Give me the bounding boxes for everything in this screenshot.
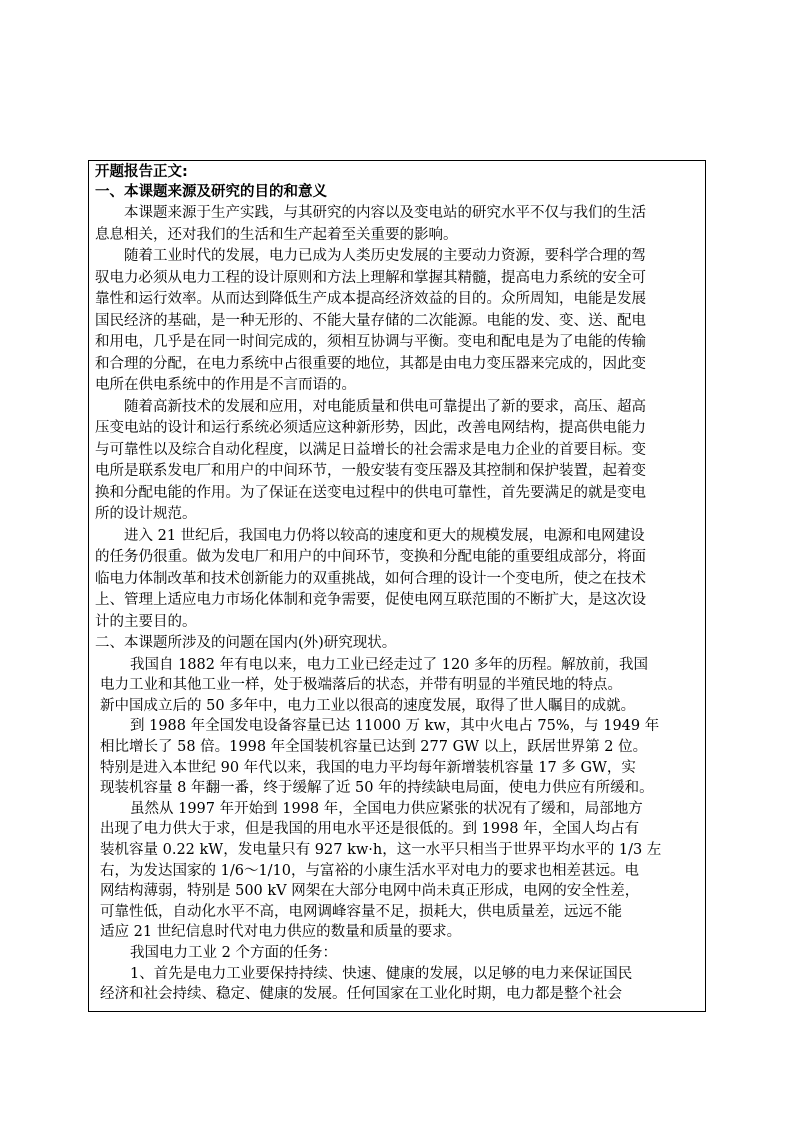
paragraph-line: 换和分配电能的作用。为了保证在送变电过程中的供电可靠性，首先要满足的就是变电	[95, 484, 646, 501]
paragraph-line: 压变电站的设计和运行系统必须适应这种新形势，因此，改善电网结构，提高供电能力	[95, 420, 646, 436]
paragraph-line: 网结构薄弱，特别是 500 kV 网架在大部分电网中尚未真正形成，电网的安全性差，	[100, 883, 640, 900]
section-1-heading: 一、本课题来源及研究的目的和意义	[95, 184, 327, 200]
paragraph-line: 上、管理上适应电力市场化体制和竞争需要，促使电网互联范围的不断扩大，是这次设	[95, 592, 646, 608]
paragraph-line: 我国自 1882 年有电以来，电力工业已经走过了 120 多年的历程。解放前，我国	[130, 656, 649, 673]
paragraph-line: 装机容量 0.22 kW，发电量只有 927 kw·h，这一水平只相当于世界平均水平的 1/3 左	[100, 841, 662, 858]
paragraph-line: 与可靠性以及综合自动化程度，以满足日益增长的社会需求是电力企业的首要目标。变	[95, 441, 646, 458]
paragraph-line: 随着工业时代的发展，电力已成为人类历史发展的主要动力资源，要科学合理的驾	[124, 248, 646, 264]
paragraph-line: 临电力体制改革和技术创新能力的双重挑战，如何合理的设计一个变电所，使之在技术	[95, 570, 646, 587]
report-title: 开题报告正文:	[95, 164, 188, 180]
paragraph-line: 靠性和运行效率。从而达到降低生产成本提高经济效益的目的。众所周知，电能是发展	[95, 291, 646, 307]
paragraph-line: 进入 21 世纪后，我国电力仍将以较高的速度和更大的规模发展，电源和电网建设	[124, 527, 645, 544]
paragraph-line: 计的主要目的。	[95, 613, 197, 630]
paragraph-line: 可靠性低，自动化水平不高，电网调峰容量不足，损耗大，供电质量差，远远不能	[100, 903, 622, 920]
paragraph-line: 电力工业和其他工业一样，处于极端落后的状态，并带有明显的半殖民地的特点。	[100, 677, 622, 694]
paragraph-line: 本课题来源于生产实践，与其研究的内容以及变电站的研究水平不仅与我们的生活	[124, 205, 646, 221]
paragraph-line: 右，为发达国家的 1/6～1/10，与富裕的小康生活水平对电力的要求也相差甚远。电	[100, 862, 640, 879]
paragraph-line: 所的设计规范。	[95, 506, 197, 522]
paragraph-line: 国民经济的基础，是一种无形的、不能大量存储的二次能源。电能的发、变、送、配电	[95, 312, 646, 329]
paragraph-line: 驭电力必须从电力工程的设计原则和方法上理解和掌握其精髓，提高电力系统的安全可	[95, 269, 646, 286]
paragraph-line: 相比增长了 58 倍。1998 年全国装机容量已达到 277 GW 以上，跃居世界第 2 位。	[100, 738, 648, 755]
paragraph-line: 息息相关，还对我们的生活和生产起着至关重要的影响。	[95, 226, 458, 243]
paragraph-line: 特别是进入本世纪 90 年代以来，我国的电力平均每年新增装机容量 17 多 GW，实	[100, 759, 636, 776]
paragraph-line: 适应 21 世纪信息时代对电力供应的数量和质量的要求。	[100, 924, 462, 941]
paragraph-line: 和合理的分配，在电力系统中占很重要的地位，其都是由电力变压器来完成的，因此变	[95, 355, 646, 372]
paragraph-line: 和用电，几乎是在同一时间完成的，须相互协调与平衡。变电和配电是为了电能的传输	[95, 334, 646, 350]
paragraph-line: 我国电力工业 2 个方面的任务：	[130, 944, 337, 961]
paragraph-line: 到 1988 年全国发电设备容量已达 11000 万 kw，其中火电占 75%，与 1949 年	[130, 718, 660, 735]
paragraph-line: 随着高新技术的发展和应用，对电能质量和供电可靠提出了新的要求，高压、超高	[124, 398, 646, 415]
paragraph-line: 现装机容量 8 年翻一番，终于缓解了近 50 年的持续缺电局面，使电力供应有所缓和。	[100, 780, 654, 797]
paragraph-line: 经济和社会持续、稳定、健康的发展。任何国家在工业化时期，电力都是整个社会	[100, 986, 622, 1003]
paragraph-line: 出现了电力供大于求，但是我国的用电水平还是很低的。到 1998 年，全国人均占有	[100, 821, 640, 838]
paragraph-line: 电所是联系发电厂和用户的中间环节，一般安装有变压器及其控制和保护装置，起着变	[95, 463, 646, 479]
paragraph-line: 虽然从 1997 年开始到 1998 年，全国电力供应紧张的状况有了缓和，局部地方	[130, 800, 643, 817]
paragraph-line: 新中国成立后的 50 多年中，电力工业以很高的速度发展，取得了世人瞩目的成就。	[100, 697, 636, 714]
paragraph-line: 的任务仍很重。做为发电厂和用户的中间环节，变换和分配电能的重要组成部分，将面	[95, 549, 646, 565]
paragraph-line: 电所在供电系统中的作用是不言而语的。	[95, 377, 356, 393]
section-2-heading: 二、本课题所涉及的问题在国内(外)研究现状。	[95, 635, 397, 651]
paragraph-line: 1、首先是电力工业要保持持续、快速、健康的发展，以足够的电力来保证国民	[130, 965, 633, 982]
